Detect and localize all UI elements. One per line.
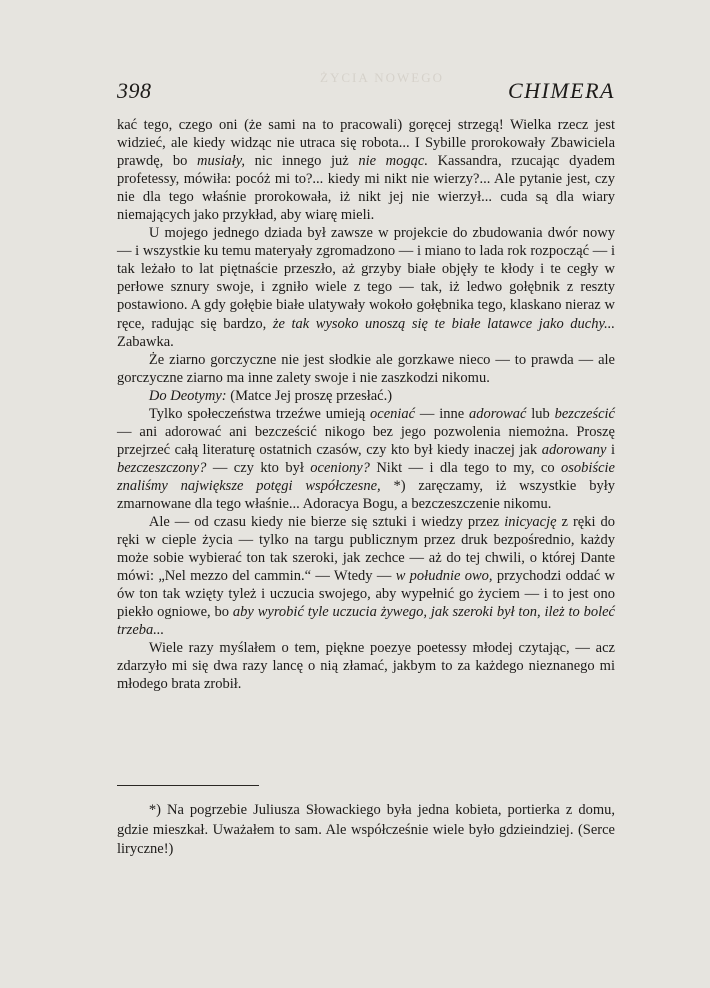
- paragraph-5: [117, 405, 615, 513]
- text-span: (Matce Jej proszę przesłać.): [226, 387, 393, 404]
- italic-span: adorować: [469, 405, 527, 422]
- italic-span: oceniać: [370, 405, 416, 422]
- italic-span: oceniony?: [310, 459, 370, 476]
- paragraph-7: [117, 639, 615, 693]
- bleed-through-text: ŻYCIA NOWEGO: [320, 70, 445, 85]
- italic-span: aby wyrobić tyle uczucia żywego, jak szeroki był ton, ileż to boleć trzeba...: [117, 604, 615, 639]
- body-text: [117, 116, 615, 694]
- text-span: — inne: [415, 405, 469, 422]
- text-span: Że ziarno gorczyczne nie jest słodkie ale gorzkawe nieco — to prawda — ale gorczyczne ziarno ma inne zalety swoje i nie zaszkodzi nikomu.: [117, 351, 615, 386]
- text-span: przychodzi oddać w ów ton tak wzięty tyleż i uczucia swojego, aby wypełnić go życiem — i to jest ono piekło ogniowe, bo: [117, 568, 616, 621]
- italic-span: że tak wysoko unoszą się te białe latawce jako duchy...: [272, 315, 616, 332]
- page-header: [117, 76, 615, 106]
- footnote-text: *) Na pogrzebie Juliusza Słowackiego była jedna kobieta, portierka z domu, gdzie mieszkał. Uważałem to sam. Ale współcześnie wiele było gdzieindziej. (Serce liryczne!): [117, 802, 615, 857]
- text-span: — ani adorować ani bezcześcić nikogo bez jego pozwolenia niemożna. Proszę przejrzeć całą literaturę ostatnich czasów, czy kto był kiedy inaczej jak: [117, 423, 615, 458]
- footnote-divider: [117, 785, 259, 786]
- italic-span: bezcześcić: [554, 405, 615, 422]
- text-span: lub: [526, 405, 555, 422]
- text-span: kać tego, czego oni (że sami na to pracowali) goręcej strzegą! Wielka rzecz jest widzieć, ale kiedy widząc nie utraca się robota... I Sybille prorokowały Zbawiciela prawdę, bo: [117, 117, 615, 170]
- italic-span: bezczeszczony?: [117, 459, 207, 476]
- paragraph-4: [117, 387, 615, 405]
- italic-span: osobiście znaliśmy największe potęgi współczesne,: [117, 459, 615, 494]
- italic-span: inicyację: [504, 514, 557, 531]
- footnote: [117, 801, 615, 860]
- text-span: U mojego jednego dziada był zawsze w projekcie do zbudowania dwór nowy — i wszystkie ku temu materyały zgromadzono — i miano to lada rok rozpocząć — i tak leżało to lat piętnaście przeszło, aż grzyby białe objęły te kłody i te cegły w perłowe sznury swoje, i zgniło wiele z tego — tak, iż ledwo gołębnik z reszty postawiono. A gdy gołębie białe ulatywały wokoło gołębnika tego, klaskano nieraz w ręce, radując się bardzo,: [117, 225, 615, 332]
- italic-span: musiały,: [197, 153, 245, 170]
- text-span: nic innego już: [244, 153, 359, 170]
- text-span: z ręki do ręki w cieple życia — tylko na targu publicznym przez druk bezpośrednio, każdy może sobie wybierać ton tak szeroki, jak zechce — aż do tej chwili, o której Dante mówi: „Nel mezzo del cammin.“ — Wtedy —: [117, 514, 615, 585]
- paragraph-3: [117, 351, 615, 387]
- text-span: *) zaręczamy, iż wszystkie były zmarnowane dla tego właśnie... Adoracya Bogu, a bezczeszczenie nikomu.: [117, 477, 615, 512]
- text-span: Zabawka.: [117, 333, 174, 350]
- text-span: Nikt — i dla tego to my, co: [369, 459, 562, 476]
- paragraph-1: [117, 116, 615, 224]
- text-span: Kassandra, rzucając dyadem profetessy, mówiła: pocóż mi to?... kiedy mi nikt nie wierzy?... Ale pytanie jest, czy nie dla tego właśnie prorokowała, iż nikt jej nie wierzył... cuda są dla wiary niemających jako przykład, aby wiarę mieli.: [117, 153, 615, 224]
- page-number: 398: [117, 78, 152, 103]
- text-span: — czy kto był: [206, 459, 311, 476]
- running-title: CHIMERA: [507, 78, 615, 103]
- text-span: Tylko społeczeństwa trzeźwe umieją: [148, 405, 371, 422]
- text-span: Ale — od czasu kiedy nie bierze się sztuki i wiedzy przez: [148, 514, 505, 531]
- text-span: Wiele razy myślałem o tem, piękne poezye poetessy młodej czytając, — acz zdarzyło mi się dwa razy lancę o nią złamać, jakbym to za każdego nieznanego mi młodego brata zrobił.: [117, 640, 615, 693]
- text-span: i: [606, 441, 615, 458]
- italic-span: nie mogąc.: [358, 153, 428, 170]
- italic-span: w południe owo,: [395, 568, 493, 585]
- italic-span: adorowany: [541, 441, 607, 458]
- paragraph-2: [117, 224, 615, 350]
- paragraph-6: [117, 513, 615, 639]
- italic-span: Do Deotymy:: [148, 387, 227, 404]
